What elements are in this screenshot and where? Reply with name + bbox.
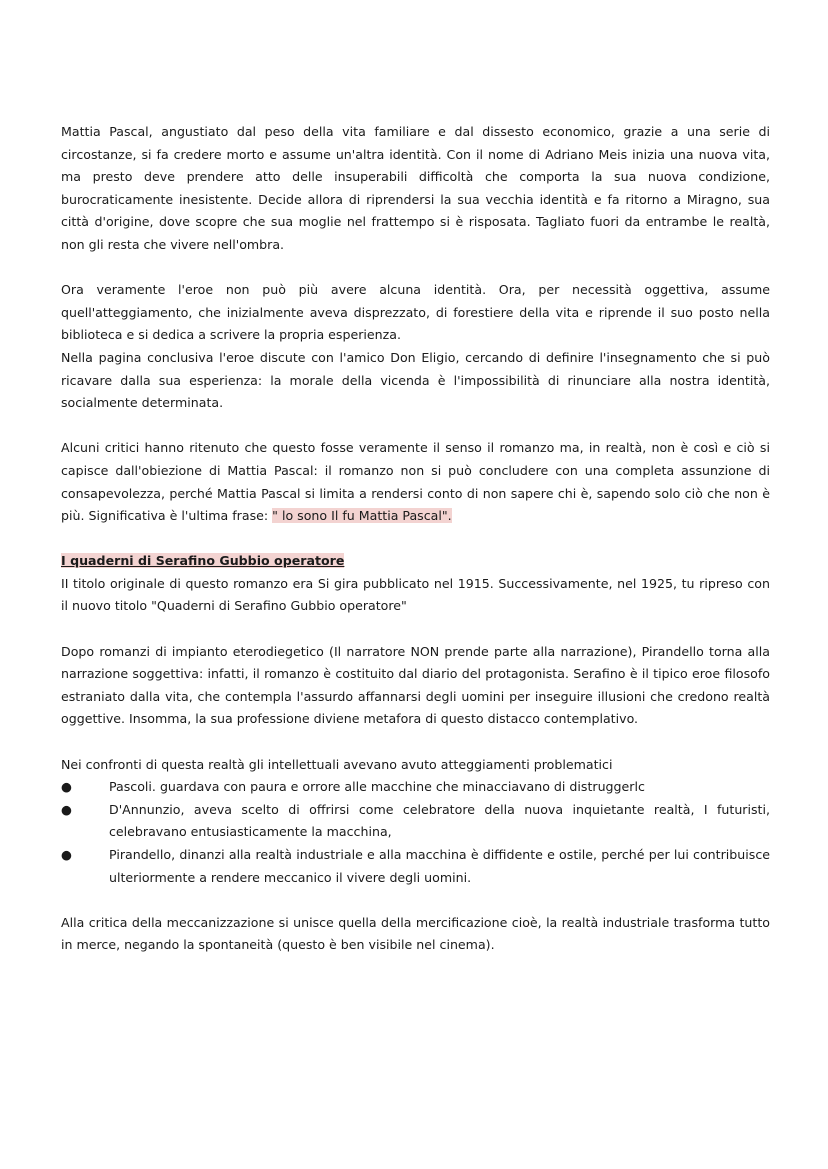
list-item-text: D'Annunzio, aveva scelto di offrirsi come celebratore della nuova inquietante realtà, I futuristi, celebravano entusiasticamente la macchina, bbox=[109, 801, 770, 840]
paragraph-title-history: II titolo originale di questo romanzo era Si gira pubblicato nel 1915. Successivamente, nel 1925, tu ripreso con il nuovo titolo "Quaderni di Serafino Gubbio operatore" bbox=[61, 575, 770, 614]
paragraph-conclusion: Nella pagina conclusiva l'eroe discute con l'amico Don Eligio, cercando di definire l'insegnamento che si può ricavare dalla sua esperienza: la morale della vicenda è l'impossibilità di rinunciare alla nostra identità, socialmente determinata. bbox=[61, 349, 770, 411]
paragraph-identity: Ora veramente l'eroe non può più avere alcuna identità. Ora, per necessità oggettiva, assume quell'atteggiamento, che inizialmente aveva disprezzato, di forestiere della vita e riprende il suo posto nella biblioteca e si dedica a scrivere la propria esperienza. bbox=[61, 282, 770, 343]
bullet-icon: ● bbox=[61, 779, 72, 795]
list-item-text: Pirandello, dinanzi alla realtà industriale e alla macchina è diffidente e ostile, perché per lui contribuisce ulteriormente a rendere meccanico il vivere degli uomini. bbox=[109, 847, 770, 885]
section-heading: I quaderni di Serafino Gubbio operatore bbox=[61, 553, 345, 569]
document-page bbox=[61, 121, 770, 957]
paragraph-narration: Dopo romanzi di impianto eterodiegetico (Il narratore NON prende parte alla narrazione), Pirandello torna alla narrazione soggettiva: infatti, il romanzo è costituito dal diario del protagonista. Serafino è il tipico eroe filosofo estraniato dalla vita, che contempla l'assurdo affannarsi degli uomini per inseguire illusioni che credono realtà oggettive. Insomma, la sua professione diviene metafora di questo distacco contemplativo. bbox=[61, 643, 770, 727]
list-item bbox=[61, 844, 770, 889]
highlighted-quote: " lo sono Il fu Mattia Pascal". bbox=[272, 508, 452, 524]
paragraph-critics-text: Alcuni critici hanno ritenuto che questo fosse veramente il senso il romanzo ma, in realtà, non è così e ciò si capisce dall'obiezione di Mattia Pascal: il romanzo non si può concludere con una completa assunzione di consapevolezza, perché Mattia Pascal si limita a rendersi conto di non sapere chi è, sapendo solo ciò che non è più. Significativa è l'ultima frase: bbox=[61, 440, 770, 524]
paragraph-critics bbox=[61, 437, 770, 527]
paragraph-commodification: Alla critica della meccanizzazione si unisce quella della mercificazione cioè, la realtà industriale trasforma tutto in merce, negando la spontaneità (questo è ben visibile nel cinema). bbox=[61, 914, 770, 953]
paragraph-intellectuals: Nei confronti di questa realtà gli intellettuali avevano avuto atteggiamenti problematici bbox=[61, 756, 613, 772]
list-item bbox=[61, 799, 770, 844]
list-item bbox=[61, 776, 770, 799]
bullet-icon: ● bbox=[61, 847, 72, 862]
paragraph-intro: Mattia Pascal, angustiato dal peso della vita familiare e dal dissesto economico, grazie a una serie di circostanze, si fa credere morto e assume un'altra identità. Con il nome di Adriano Meis inizia una nuova vita, ma presto deve prendere atto delle insuperabili difficoltà che comporta la sua nuova condizione, burocraticamente inesistente. Decide allora di riprendersi la sua vecchia identità e fa ritorno a Miragno, sua città d'origine, dove scopre che sua moglie nel frattempo si è risposata. Tagliato fuori da entrambe le realtà, non gli resta che vivere nell'ombra. bbox=[61, 124, 770, 252]
list-item-text: Pascoli. guardava con paura e orrore alle macchine che minacciavano di distruggerlc bbox=[109, 779, 645, 795]
bullet-icon: ● bbox=[61, 801, 72, 817]
